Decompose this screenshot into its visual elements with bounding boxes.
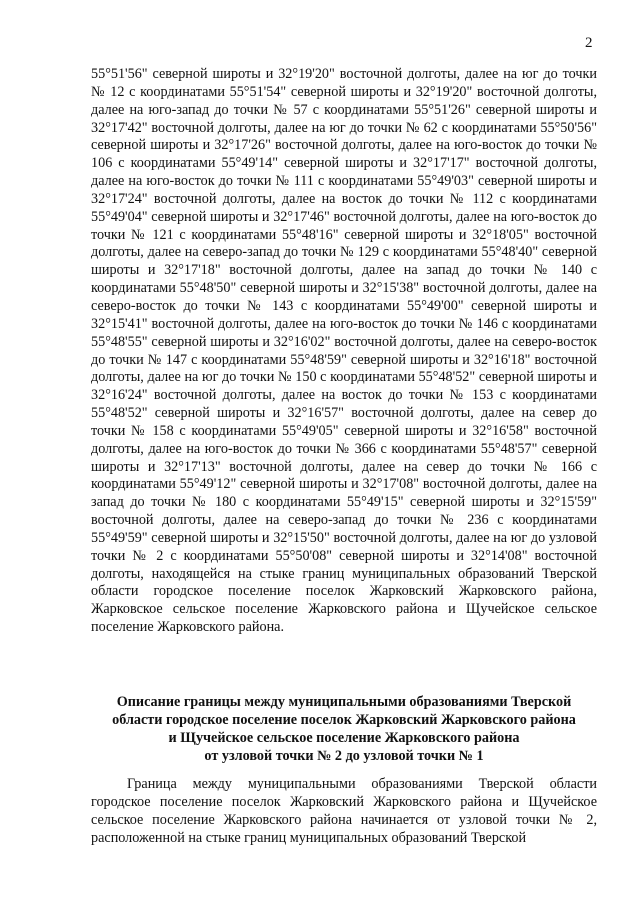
section-heading-line-1: Описание границы между муниципальными образованиями Тверской xyxy=(116,694,572,710)
section-heading-line-4: от узловой точки № 2 до узловой точки № 1 xyxy=(204,748,484,764)
section-heading-line-2: области городское поселение поселок Жарковский Жарковского района xyxy=(112,712,576,728)
boundary-description-paragraph: 55°51'56" северной широты и 32°19'20" восточной долготы, далее на юг до точки № 12 с координатами 55°51'54" северной широты и 32°19'20" восточной долготы, далее на юго-запад до точки № 57 с координатами 55°51'26" северной широты и 32°17'42" восточной долготы, далее на юг до точки № 62 с координатами 55°50'56" северной широты и 32°17'26" восточной долготы, далее на юго-восток до точки № 106 с координатами 55°49'14" северной широты и 32°17'17" восточной долготы, далее на юго-восток до точки № 111 с координатами 55°49'03" северной широты и 32°17'24" восточной долготы, далее на восток до точки № 112 с координатами 55°49'04" северной широты и 32°17'46" восточной долготы, далее на юго-восток до точки № 121 с координатами 55°48'16" северной широты и 32°18'05" восточной долготы, далее на северо-запад до точки № 129 с координатами 55°48'40" северной широты и 32°17'18" восточной долготы, далее на запад до точки № 140 с координатами 55°48'50" северной широты и 32°15'38" восточной долготы, далее на северо-восток до точки № 143 с координатами 55°49'00" северной широты и 32°15'41" восточной долготы, далее на юго-восток до точки № 146 с координатами 55°48'55" северной широты и 32°16'02" восточной долготы, далее на северо-восток до точки № 147 с координатами 55°48'59" северной широты и 32°16'18" восточной долготы, далее на юг до точки № 150 с координатами 55°48'52" северной широты и 32°16'24" восточной долготы, далее на восток до точки № 153 с координатами 55°48'52" северной широты и 32°16'57" восточной долготы, далее на север до точки № 158 с координатами 55°49'05" северной широты и 32°16'58" восточной долготы, далее на юго-восток до точки № 366 с координатами 55°48'57" северной широты и 32°17'13" восточной долготы, далее на север до точки № 166 с координатами 55°49'12" северной широты и 32°17'08" восточной долготы, далее на запад до точки № 180 с координатами 55°49'15" северной широты и 32°15'59" восточной долготы, далее на северо-запад до точки № 236 с координатами 55°49'59" северной широты и 32°15'50" восточной долготы, далее на юг до узловой точки № 2 с координатами 55°50'08" северной широты и 32°14'08" восточной долготы, находящейся на стыке границ муниципальных образований Тверской области городское поселение поселок Жарковский Жарковского района, Жарковское сельское поселение Жарковского района и Щучейское сельское поселение Жарковского района. xyxy=(91,66,597,636)
page-number: 2 xyxy=(585,35,593,51)
section-body-paragraph: Граница между муниципальными образованиями Тверской области городское поселение поселок Жарковский Жарковского района и Щучейское сельское поселение Жарковского района начинается от узловой точки № 2, расположенной на стыке границ муниципальных образований Тверской xyxy=(91,776,597,846)
section-heading-line-3: и Щучейское сельское поселение Жарковского района xyxy=(168,730,520,746)
section-heading xyxy=(91,693,597,765)
